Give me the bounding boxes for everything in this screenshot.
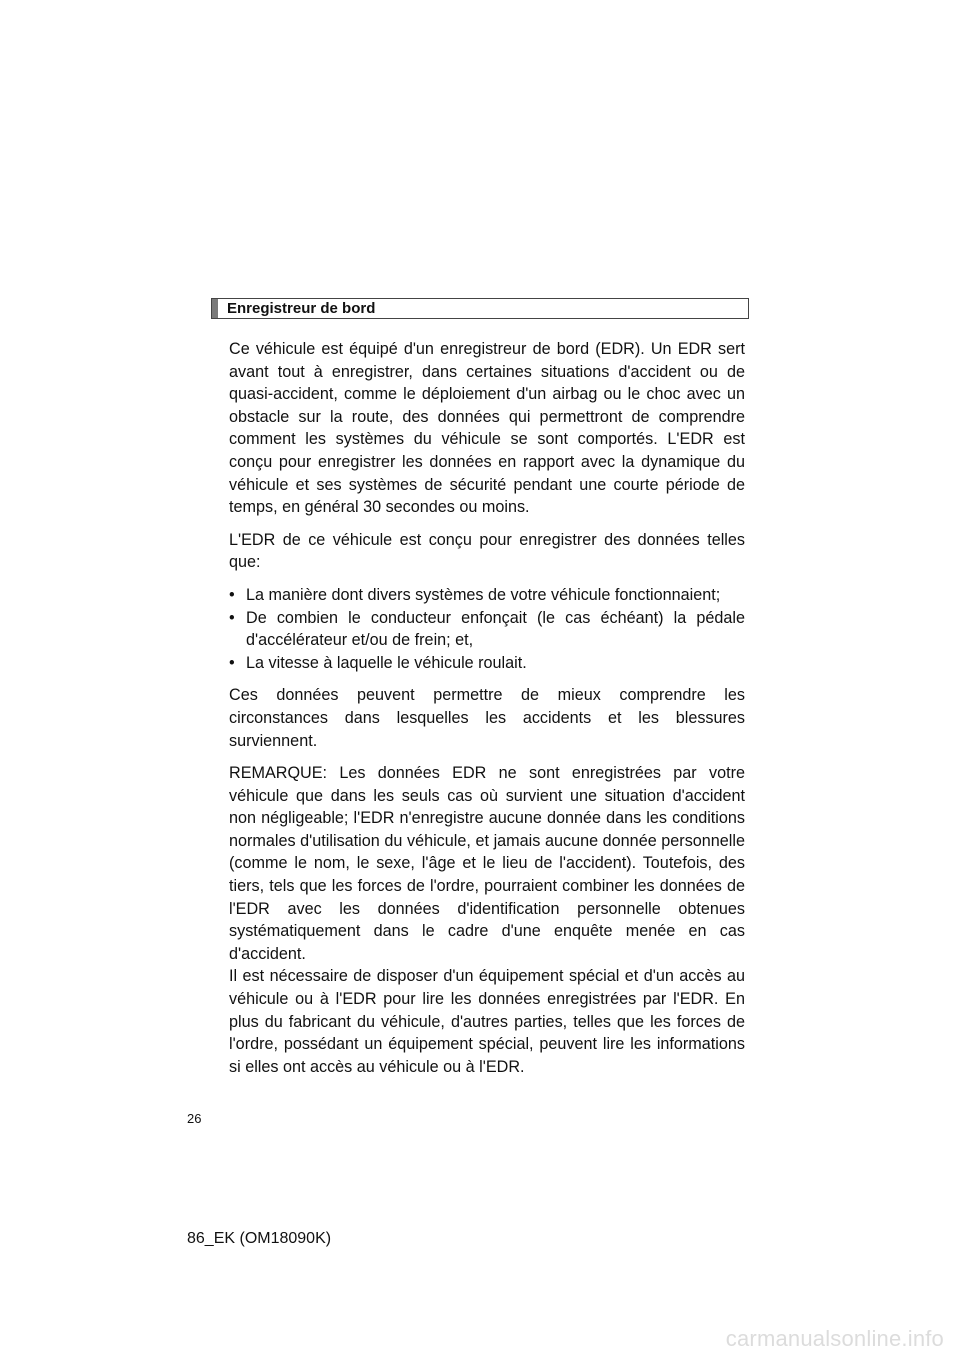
watermark: carmanualsonline.info	[725, 1326, 944, 1351]
body-content	[229, 338, 745, 1088]
bullet-list	[229, 584, 745, 674]
paragraph-intro: Ce véhicule est équipé d'un enregistreur de bord (EDR). Un EDR sert avant tout à enregistrer, dans certaines situations d'accident ou de quasi-accident, comme le déploiement d'un airbag ou le choc avec un obstacle sur la route, des données qui permettront de comprendre comment les systèmes du véhicule se sont comportés. L'EDR est conçu pour enregistrer les données en rapport avec la dynamique du véhicule et ses systèmes de sécurité pendant une courte période de temps, en général 30 secondes ou moins.	[229, 340, 745, 517]
section-header	[211, 298, 749, 319]
paragraph-edr-records: L'EDR de ce véhicule est conçu pour enregistrer des données telles que:	[229, 530, 745, 572]
paragraph-understanding: Ces données peuvent permettre de mieux comprendre les circonstances dans lesquelles les accidents et les blessures surviennent.	[229, 686, 745, 750]
bullet-marker: •	[229, 653, 235, 672]
list-item	[229, 607, 745, 652]
list-item-text: De combien le conducteur enfonçait (le cas échéant) la pédale d'accélérateur et/ou de frein; et,	[246, 608, 745, 650]
list-item-text: La manière dont divers systèmes de votre véhicule fonctionnaient;	[246, 585, 721, 604]
document-code: 86_EK (OM18090K)	[187, 1230, 332, 1247]
list-item-text: La vitesse à laquelle le véhicule roulait.	[246, 653, 527, 672]
list-item	[229, 652, 745, 675]
bullet-marker: •	[229, 608, 235, 627]
list-item	[229, 584, 745, 607]
paragraph-remarque: REMARQUE: Les données EDR ne sont enregistrées par votre véhicule que dans les seuls cas où survient une situation d'accident non négligeable; l'EDR n'enregistre aucune donnée dans les conditions normales d'utilisation du véhicule, et jamais aucune donnée personnelle (comme le nom, le sexe, l'âge et le lieu de l'accident). Toutefois, des tiers, tels que les forces de l'ordre, pourraient combiner les données de l'EDR avec les données d'identification personnelle obtenues systématiquement dans le cadre d'une enquête menée en cas d'accident.	[229, 764, 745, 963]
page-number: 26	[187, 1111, 202, 1126]
paragraph-special-equipment: Il est nécessaire de disposer d'un équipement spécial et d'un accès au véhicule ou à l'EDR pour lire les données enregistrées par l'EDR. En plus du fabricant du véhicule, d'autres parties, telles que les forces de l'ordre, possédant un équipement spécial, peuvent lire les informations si elles ont accès au véhicule ou à l'EDR.	[229, 967, 745, 1076]
section-title: Enregistreur de bord	[227, 300, 376, 317]
bullet-marker: •	[229, 585, 235, 604]
